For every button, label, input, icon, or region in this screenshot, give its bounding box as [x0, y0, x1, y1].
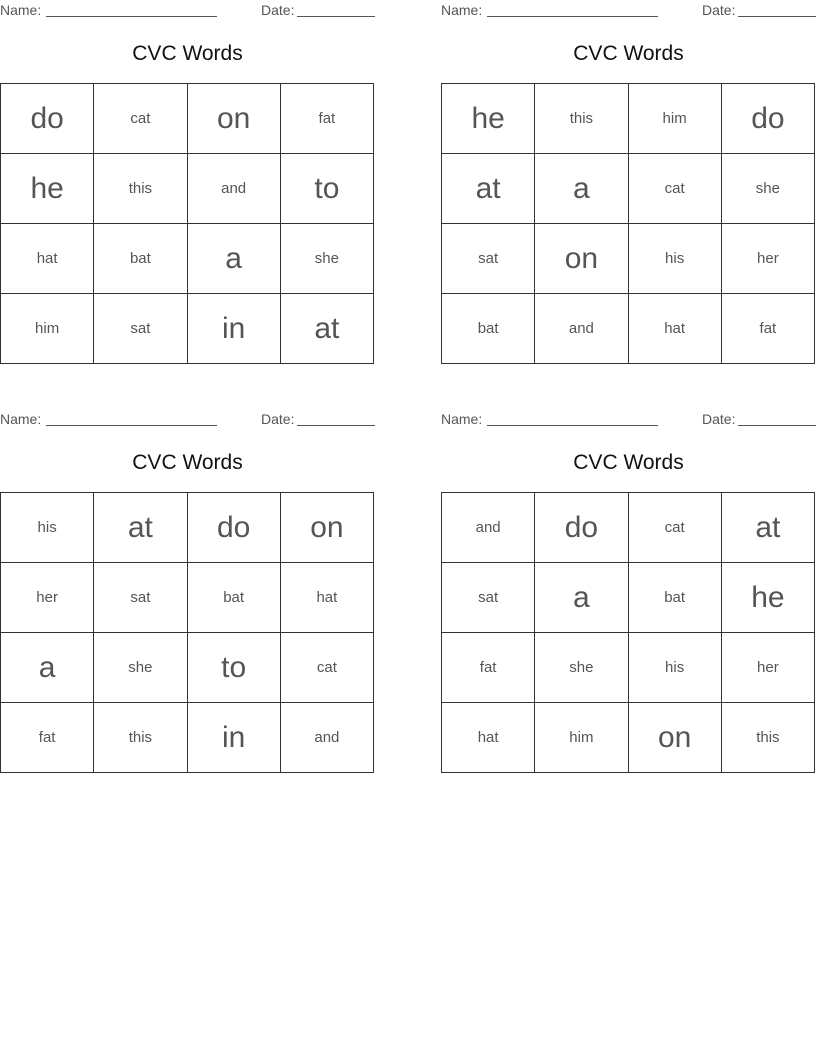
- word-cell: his: [1, 493, 94, 563]
- name-blank-line: [487, 2, 658, 17]
- word-cell: his: [628, 633, 721, 703]
- grid-row: [1, 84, 374, 154]
- grid-row: [1, 154, 374, 224]
- word-cell: she: [535, 633, 628, 703]
- word-cell: sat: [94, 294, 187, 364]
- name-date-line: [441, 2, 816, 20]
- word-cell: fat: [1, 703, 94, 773]
- word-cell: on: [280, 493, 373, 563]
- grid-row: [442, 84, 815, 154]
- date-label: Date:: [261, 2, 295, 18]
- word-cell: this: [535, 84, 628, 154]
- grid-row: [1, 633, 374, 703]
- date-blank-line: [738, 2, 816, 17]
- date-label: Date:: [702, 411, 736, 427]
- word-cell: this: [721, 703, 814, 773]
- bingo-card: [0, 409, 375, 779]
- word-cell: bat: [628, 563, 721, 633]
- card-title: CVC Words: [573, 42, 684, 65]
- word-cell: on: [187, 84, 280, 154]
- word-cell: and: [280, 703, 373, 773]
- word-cell: in: [187, 703, 280, 773]
- name-label: Name:: [0, 411, 42, 427]
- word-cell: he: [1, 154, 94, 224]
- word-cell: fat: [280, 84, 373, 154]
- word-cell: she: [721, 154, 814, 224]
- date-label: Date:: [261, 411, 295, 427]
- card-title: CVC Words: [132, 451, 243, 474]
- word-cell: a: [535, 154, 628, 224]
- name-label: Name:: [0, 2, 42, 18]
- word-grid: [0, 492, 374, 773]
- word-cell: sat: [94, 563, 187, 633]
- word-cell: a: [535, 563, 628, 633]
- grid-row: [442, 493, 815, 563]
- name-date-line: [441, 411, 816, 429]
- word-cell: and: [535, 294, 628, 364]
- word-cell: on: [535, 224, 628, 294]
- word-cell: her: [721, 633, 814, 703]
- word-cell: cat: [280, 633, 373, 703]
- word-cell: sat: [442, 224, 535, 294]
- word-cell: sat: [442, 563, 535, 633]
- word-cell: and: [442, 493, 535, 563]
- name-blank-line: [46, 411, 217, 426]
- bingo-card: [0, 0, 375, 370]
- date-blank-line: [738, 411, 816, 426]
- word-grid: [441, 83, 815, 364]
- word-cell: bat: [187, 563, 280, 633]
- word-grid: [441, 492, 815, 773]
- word-cell: fat: [721, 294, 814, 364]
- grid-row: [442, 563, 815, 633]
- grid-row: [442, 224, 815, 294]
- word-cell: a: [187, 224, 280, 294]
- word-cell: do: [535, 493, 628, 563]
- word-cell: him: [628, 84, 721, 154]
- name-blank-line: [487, 411, 658, 426]
- grid-row: [1, 493, 374, 563]
- word-cell: bat: [94, 224, 187, 294]
- name-date-line: [0, 411, 375, 429]
- word-cell: hat: [628, 294, 721, 364]
- word-cell: cat: [628, 493, 721, 563]
- date-label: Date:: [702, 2, 736, 18]
- word-cell: at: [94, 493, 187, 563]
- name-label: Name:: [441, 411, 483, 427]
- name-blank-line: [46, 2, 217, 17]
- word-cell: a: [1, 633, 94, 703]
- word-cell: him: [1, 294, 94, 364]
- word-cell: she: [280, 224, 373, 294]
- word-cell: cat: [94, 84, 187, 154]
- grid-row: [1, 563, 374, 633]
- word-cell: he: [442, 84, 535, 154]
- word-cell: to: [280, 154, 373, 224]
- card-title: CVC Words: [573, 451, 684, 474]
- word-cell: in: [187, 294, 280, 364]
- word-cell: on: [628, 703, 721, 773]
- word-cell: he: [721, 563, 814, 633]
- word-cell: cat: [628, 154, 721, 224]
- grid-row: [1, 703, 374, 773]
- bingo-card: [441, 0, 816, 370]
- date-blank-line: [297, 2, 375, 17]
- grid-row: [1, 224, 374, 294]
- grid-row: [442, 294, 815, 364]
- grid-row: [442, 154, 815, 224]
- word-cell: to: [187, 633, 280, 703]
- word-cell: do: [721, 84, 814, 154]
- word-cell: bat: [442, 294, 535, 364]
- word-cell: fat: [442, 633, 535, 703]
- name-label: Name:: [441, 2, 483, 18]
- name-date-line: [0, 2, 375, 20]
- grid-row: [1, 294, 374, 364]
- date-blank-line: [297, 411, 375, 426]
- word-cell: this: [94, 703, 187, 773]
- grid-row: [442, 633, 815, 703]
- word-cell: her: [1, 563, 94, 633]
- word-cell: at: [280, 294, 373, 364]
- word-cell: this: [94, 154, 187, 224]
- bingo-card: [441, 409, 816, 779]
- word-cell: at: [442, 154, 535, 224]
- word-cell: do: [1, 84, 94, 154]
- grid-row: [442, 703, 815, 773]
- word-cell: she: [94, 633, 187, 703]
- word-cell: and: [187, 154, 280, 224]
- word-cell: her: [721, 224, 814, 294]
- word-cell: him: [535, 703, 628, 773]
- word-grid: [0, 83, 374, 364]
- word-cell: do: [187, 493, 280, 563]
- word-cell: his: [628, 224, 721, 294]
- word-cell: hat: [442, 703, 535, 773]
- word-cell: hat: [1, 224, 94, 294]
- card-title: CVC Words: [132, 42, 243, 65]
- word-cell: hat: [280, 563, 373, 633]
- word-cell: at: [721, 493, 814, 563]
